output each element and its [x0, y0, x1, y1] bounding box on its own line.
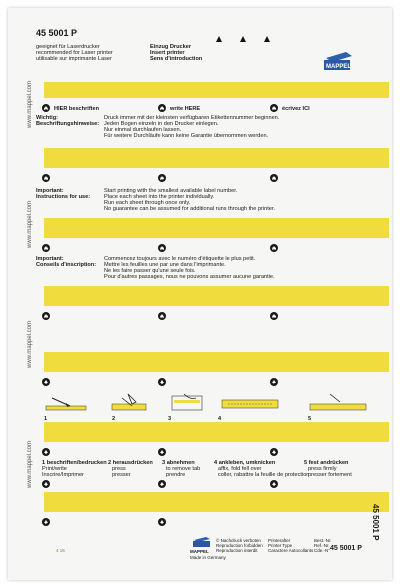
step-4-text: affix, fold fell over	[218, 466, 262, 472]
note-line: Pour d'autres passages, nous ne pouvons assumer aucune garantie.	[104, 274, 275, 280]
note-line: No guarantee can be assumed for additional runs through the printer.	[104, 206, 276, 212]
header-line-2: recommended for Laser printer	[36, 50, 113, 56]
side-text: www.mappel.com	[27, 80, 33, 128]
logo-text: MAPPEL	[326, 64, 352, 70]
insert-line-2: Insert printer	[150, 50, 185, 56]
header-line-1: geeignet für Laserdrucker	[36, 44, 100, 50]
feed-arrow-icon	[264, 36, 270, 42]
product-code: 45 5001 P	[36, 28, 78, 38]
step-4-text: 4 ankleben, umknicken	[214, 460, 276, 466]
position-marker: 20	[159, 106, 165, 111]
header-line-3: utilisable sur imprimante Laser	[36, 56, 112, 62]
footer-best: Cde.-N°	[314, 548, 331, 553]
footer-code: 45 5001 P	[330, 545, 362, 552]
position-marker: 13	[271, 246, 277, 251]
footer-rights: Reproduction interdit	[216, 548, 258, 553]
label-stripe	[44, 82, 389, 98]
footer-printer: Caractere Autocollants	[268, 548, 314, 553]
label-stripe	[44, 286, 389, 306]
note-line: Druck immer mit der kleinsten verfügbaren Etikettennummer beginnen.	[104, 115, 280, 121]
mappel-logo	[320, 48, 358, 76]
step-number: 4	[218, 416, 222, 422]
note-line: Start printing with the smallest available label number.	[104, 188, 238, 194]
step-5-text: presser fortement	[308, 472, 352, 478]
write-here-fr: écrivez ICI	[282, 106, 310, 112]
note-line: Place each sheet into the printer individually.	[104, 194, 215, 200]
step-1-text: Inscrire/Imprimer	[42, 472, 84, 478]
side-text: www.mappel.com	[27, 320, 33, 368]
note-line: Commencez toujours avec le numéro d'étiquette le plus petit.	[104, 256, 256, 262]
position-marker: 10	[271, 314, 277, 319]
position-marker: 7	[270, 378, 278, 386]
footer-best: Best.-Nr.	[314, 538, 332, 543]
note-line: Ne les faire passer qu'une seule fois.	[104, 268, 196, 274]
step-5-text: press firmly	[308, 466, 337, 472]
position-marker: 6	[42, 448, 50, 456]
position-marker: 4	[270, 448, 278, 456]
position-marker: 11	[159, 314, 165, 319]
side-text: www.mappel.com	[27, 440, 33, 488]
label-stripe	[44, 352, 389, 372]
write-here-en: write HERE	[170, 106, 201, 112]
step-2-illustration	[108, 392, 158, 414]
note-label: Beschriftungshinweise:	[36, 121, 100, 127]
step-2-text: press	[112, 466, 126, 472]
footer-printer: Printerafter	[268, 538, 291, 543]
step-4-illustration	[218, 392, 288, 414]
step-3-illustration	[166, 392, 216, 414]
step-2-text: presser	[112, 472, 131, 478]
footer-rights: © Nachdruck verboten	[216, 538, 261, 543]
step-number: 3	[168, 416, 172, 422]
label-sheet	[8, 8, 392, 580]
step-number: 2	[112, 416, 116, 422]
write-here-de: HIER beschriften	[54, 106, 100, 112]
step-3-text: to remove tab	[166, 466, 201, 472]
note-line: Für weitere Durchläufe kann keine Garantie übernommen werden.	[104, 133, 269, 139]
side-text: www.mappel.com	[27, 200, 33, 248]
step-4-text: coller, rabattre la feuille de protection	[218, 472, 310, 478]
position-marker: 16	[271, 176, 277, 181]
position-marker: 19	[271, 106, 277, 111]
position-marker: 8	[158, 378, 166, 386]
note-line: Nur einmal durchlaufen lassen.	[104, 127, 182, 133]
position-marker: 17	[159, 176, 165, 181]
position-marker: 3	[42, 480, 50, 488]
step-3-text: prendre	[166, 472, 186, 478]
step-1-text: 1 beschriften/bedrucken	[42, 460, 107, 466]
position-marker: 15	[43, 246, 49, 251]
note-line: Run each sheet through once only.	[104, 200, 191, 206]
note-line: Mettre les feuilles une par une dans l'imprimante.	[104, 262, 226, 268]
note-label: Important:	[36, 188, 64, 194]
position-marker: 5	[158, 448, 166, 456]
note-line: Jeden Bogen einzeln in den Drucker einlegen.	[104, 121, 219, 127]
position-marker: 21	[43, 106, 49, 111]
step-1-illustration	[44, 392, 94, 414]
footer-made: Made in Germany	[190, 555, 226, 560]
vertical-product-code: 45 5001 P	[371, 504, 380, 541]
position-marker: 1	[158, 518, 166, 526]
note-label: Wichtig:	[36, 115, 59, 121]
insert-line-1: Einzug Drucker	[150, 44, 192, 50]
footer-small-number: 4 15	[56, 548, 65, 553]
step-3-text: 3 abnehmen	[162, 460, 195, 466]
position-marker: 1	[270, 480, 278, 488]
label-stripe	[44, 492, 389, 512]
position-marker: 2	[158, 480, 166, 488]
footer-brand: MAPPEL	[190, 549, 209, 554]
position-marker: 2	[42, 518, 50, 526]
note-label: Conseils d'inscription:	[36, 262, 97, 268]
step-number: 5	[308, 416, 312, 422]
footer-best: Ref.-Nr.	[314, 543, 330, 548]
note-label: Instructions for use:	[36, 194, 91, 200]
step-2-text: 2 herausdrücken	[108, 460, 153, 466]
step-number: 1	[44, 416, 48, 422]
label-stripe	[44, 218, 389, 238]
label-stripe	[44, 422, 389, 442]
position-marker: 18	[43, 176, 49, 181]
position-marker: 14	[159, 246, 165, 251]
label-stripe	[44, 148, 389, 168]
feed-arrow-icon	[240, 36, 246, 42]
insert-line-3: Sens d'introduction	[150, 56, 203, 62]
step-5-illustration	[306, 392, 376, 414]
position-marker: 12	[43, 314, 49, 319]
footer-printer: Printer Type	[268, 543, 293, 548]
footer-logo	[192, 536, 212, 548]
step-1-text: Print/write	[42, 466, 67, 472]
step-5-text: 5 fest andrücken	[304, 460, 349, 466]
note-label: Important:	[36, 256, 64, 262]
footer-rights: Reproduction forbidden	[216, 543, 263, 548]
position-marker: 9	[42, 378, 50, 386]
feed-arrow-icon	[216, 36, 222, 42]
